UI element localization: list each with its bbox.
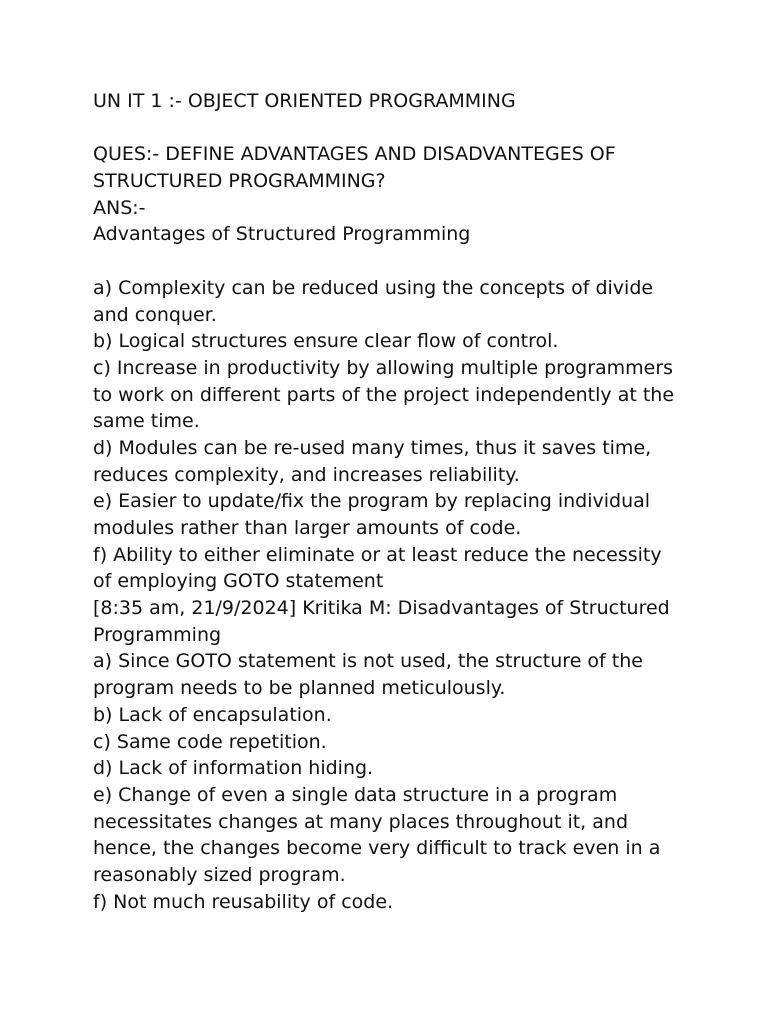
disadvantages-heading-line: Programming [93, 623, 222, 646]
disadvantages-heading-line: [8:35 am, 21/9/2024] Kritika M: Disadvantages of Structured [93, 597, 670, 620]
advantage-line: d) Modules can be re-used many times, thus it saves time, [93, 436, 652, 459]
disadvantage-line: hence, the changes become very difficult to track even in a [93, 837, 661, 860]
unit-title: UN IT 1 :- OBJECT ORIENTED PROGRAMMING [93, 90, 516, 112]
advantages-heading: Advantages of Structured Programming [93, 223, 471, 246]
advantage-line: e) Easier to update/fix the program by replacing individual [93, 490, 651, 513]
disadvantage-line: e) Change of even a single data structure in a program [93, 783, 618, 806]
advantage-line: to work on different parts of the project independently at the [93, 383, 675, 406]
advantage-line: b) Logical structures ensure clear flow of control. [93, 330, 559, 353]
disadvantage-line: necessitates changes at many places throughout it, and [93, 810, 629, 833]
disadvantage-line: b) Lack of encapsulation. [93, 703, 332, 726]
advantage-line: c) Increase in productivity by allowing multiple programmers [93, 356, 674, 379]
advantage-line: and conquer. [93, 303, 217, 326]
advantage-line: f) Ability to either eliminate or at least reduce the necessity [93, 543, 662, 566]
disadvantage-line: d) Lack of information hiding. [93, 757, 374, 780]
disadvantages-list [93, 648, 693, 915]
advantage-line: same time. [93, 410, 200, 433]
answer-label: ANS:- [93, 196, 146, 219]
disadvantage-line: f) Not much reusability of code. [93, 890, 394, 913]
disadvantage-line: reasonably sized program. [93, 863, 346, 886]
advantage-line: reduces complexity, and increases reliability. [93, 463, 520, 486]
spacer [93, 248, 693, 275]
advantages-list [93, 275, 693, 595]
question-line: QUES:- DEFINE ADVANTAGES AND DISADVANTEGES OF [93, 143, 616, 166]
document-page [93, 88, 693, 915]
question-line: STRUCTURED PROGRAMMING? [93, 170, 386, 193]
advantage-line: a) Complexity can be reduced using the concepts of divide [93, 276, 654, 299]
spacer [93, 115, 693, 142]
disadvantage-line: a) Since GOTO statement is not used, the structure of the [93, 650, 643, 673]
disadvantage-line: program needs to be planned meticulously. [93, 677, 506, 700]
advantage-line: modules rather than larger amounts of code. [93, 517, 522, 539]
disadvantage-line: c) Same code repetition. [93, 730, 327, 753]
advantage-line: of employing GOTO statement [93, 570, 384, 593]
